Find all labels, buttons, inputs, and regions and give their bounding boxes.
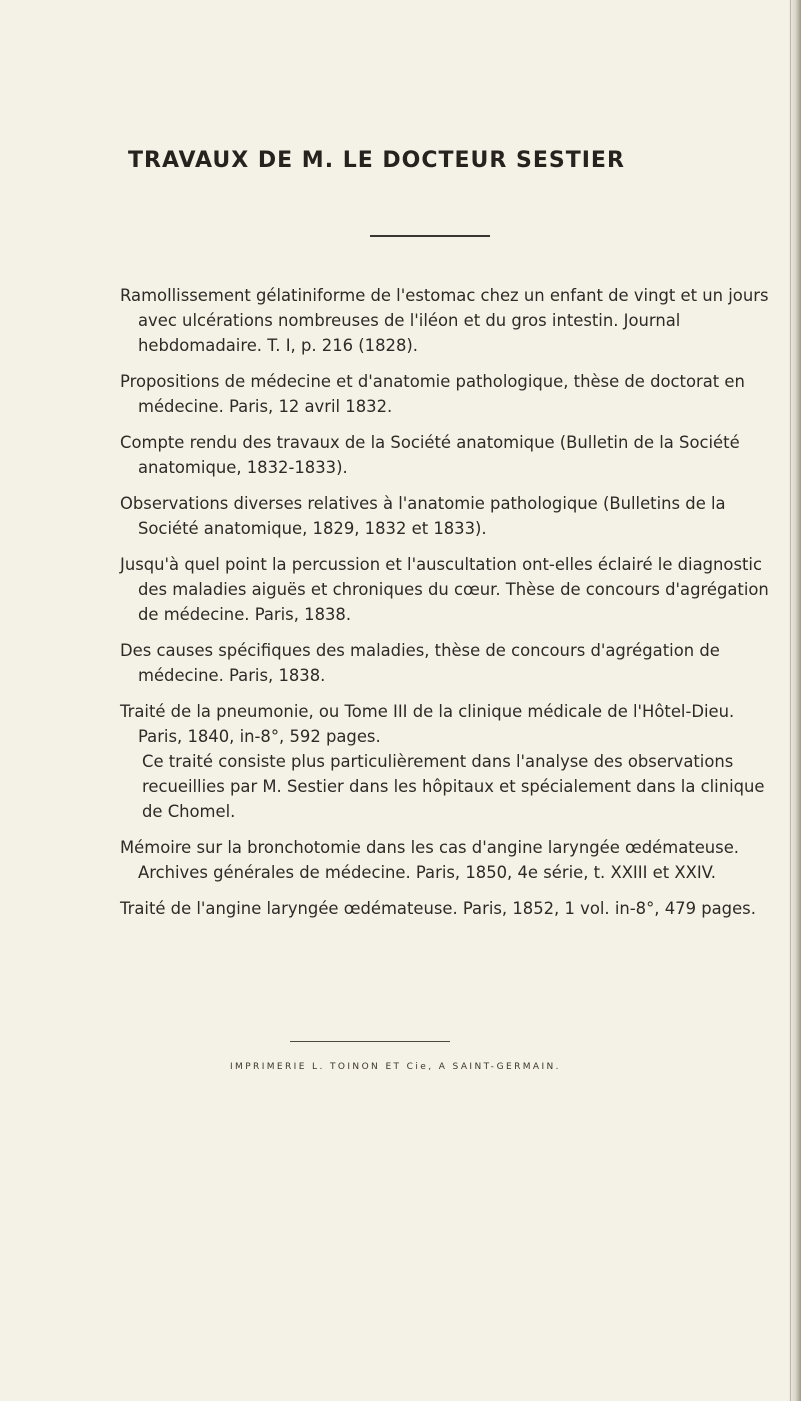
list-item [120, 835, 770, 885]
list-item [120, 430, 770, 480]
list-item [120, 283, 770, 358]
list-item [120, 699, 770, 824]
title-divider [370, 235, 490, 237]
entry-text: Ramollissement gélatiniforme de l'estomac chez un enfant de vingt et un jours avec ulcérations nombreuses de l'iléon et du gros intestin. Journal hebdomadaire. T. I, p. 216 (1828). [120, 286, 769, 355]
entry-text: Jusqu'à quel point la percussion et l'auscultation ont-elles éclairé le diagnostic des maladies aiguës et chroniques du cœur. Thèse de concours d'agrégation de médecine. Paris, 1838. [120, 555, 769, 624]
entry-text: Traité de l'angine laryngée œdémateuse. Paris, 1852, 1 vol. in-8°, 479 pages. [120, 899, 756, 918]
entry-text: Mémoire sur la bronchotomie dans les cas d'angine laryngée œdémateuse. Archives générales de médecine. Paris, 1850, 4e série, t. XXIII et XXIV. [120, 838, 739, 882]
entry-text: Des causes spécifiques des maladies, thèse de concours d'agrégation de médecine. Paris, 1838. [120, 641, 720, 685]
list-item [120, 369, 770, 419]
entry-text: Traité de la pneumonie, ou Tome III de la clinique médicale de l'Hôtel-Dieu. Paris, 1840, in-8°, 592 pages. [120, 702, 735, 746]
page-edge-line [790, 0, 791, 1401]
list-item [120, 491, 770, 541]
entry-text: Compte rendu des travaux de la Société anatomique (Bulletin de la Société anatomique, 1832-1833). [120, 433, 740, 477]
list-item [120, 638, 770, 688]
entry-text: Observations diverses relatives à l'anatomie pathologique (Bulletins de la Société anatomique, 1829, 1832 et 1833). [120, 494, 726, 538]
list-item [120, 896, 770, 921]
printer-imprint: IMPRIMERIE L. TOINON ET Cie, A SAINT-GERMAIN. [230, 1062, 561, 1072]
entry-note: Ce traité consiste plus particulièrement dans l'analyse des observations recueillies par M. Sestier dans les hôpitaux et spécialement dans la clinique de Chomel. [142, 752, 765, 821]
page-title: TRAVAUX DE M. LE DOCTEUR SESTIER [128, 148, 625, 173]
footer-divider [290, 1041, 450, 1042]
list-item [120, 552, 770, 627]
bibliography-list [120, 283, 770, 932]
entry-text: Propositions de médecine et d'anatomie pathologique, thèse de doctorat en médecine. Paris, 12 avril 1832. [120, 372, 745, 416]
